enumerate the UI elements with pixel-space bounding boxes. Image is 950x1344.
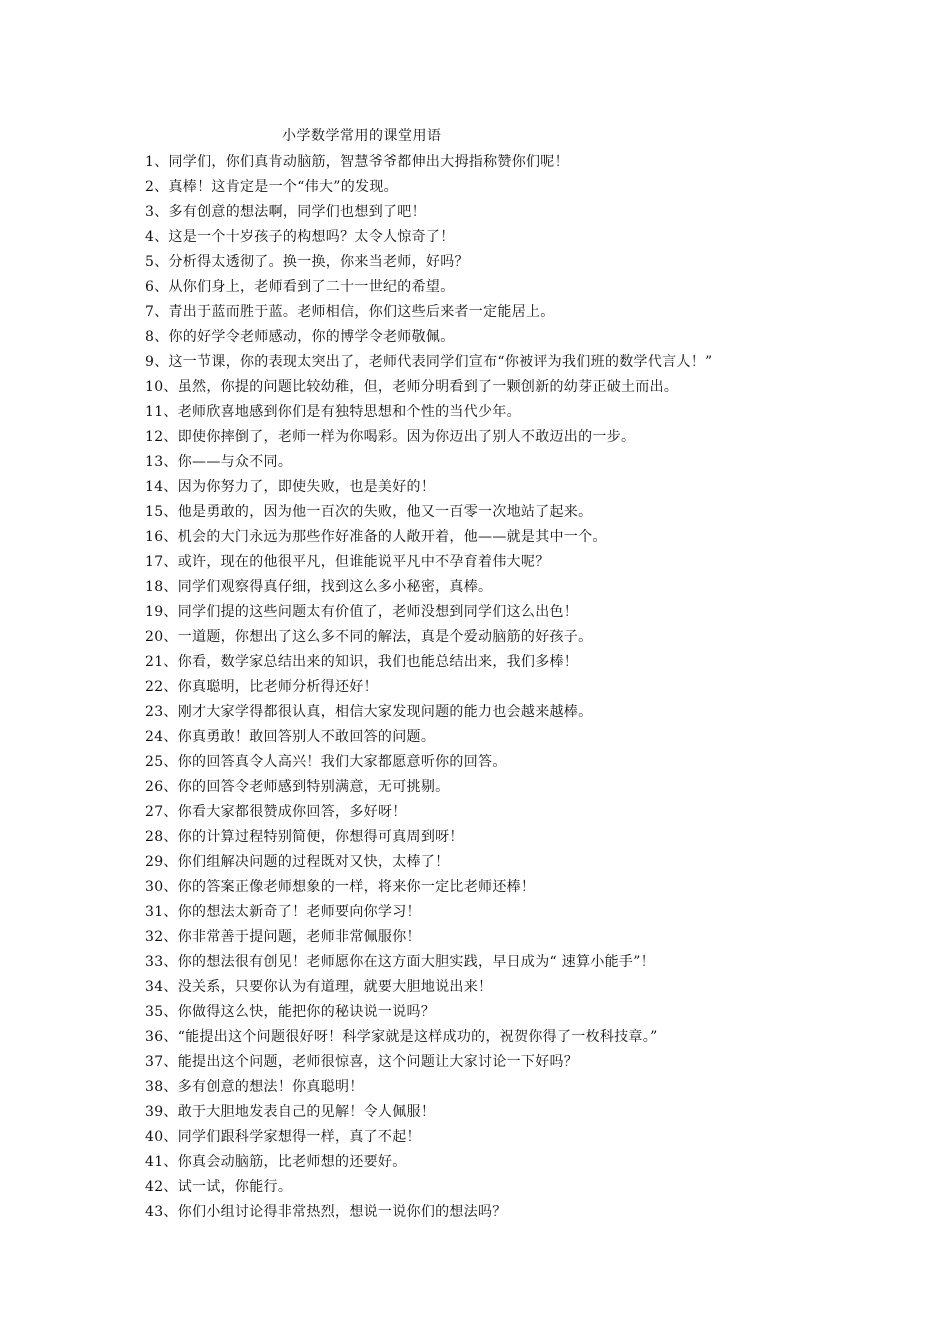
phrase-line: 20、一道题，你想出了这么多不同的解法，真是个爱动脑筋的好孩子。 (145, 629, 593, 645)
phrase-line: 9、这一节课，你的表现太突出了，老师代表同学们宣布“你被评为我们班的数学代言人！” (145, 354, 713, 370)
phrase-line: 30、你的答案正像老师想象的一样，将来你一定比老师还棒！ (145, 879, 536, 895)
phrase-line: 19、同学们提的这些问题太有价值了，老师没想到同学们这么出色！ (145, 604, 579, 620)
phrase-line: 24、你真勇敢！敢回答别人不敢回答的问题。 (145, 729, 436, 745)
phrase-line: 29、你们组解决问题的过程既对又快，太棒了！ (145, 854, 450, 870)
phrase-line: 6、从你们身上，老师看到了二十一世纪的希望。 (145, 279, 455, 295)
phrase-line: 26、你的回答令老师感到特别满意，无可挑剔。 (145, 779, 450, 795)
phrase-line: 14、因为你努力了，即使失败，也是美好的！ (145, 479, 436, 495)
phrase-line: 23、刚才大家学得都很认真，相信大家发现问题的能力也会越来越棒。 (145, 704, 593, 720)
phrase-line: 4、这是一个十岁孩子的构想吗？太令人惊奇了！ (145, 229, 455, 245)
phrase-line: 22、你真聪明，比老师分析得还好！ (145, 679, 378, 695)
phrase-line: 2、真棒！这肯定是一个“伟大”的发现。 (145, 179, 398, 195)
phrase-line: 1、同学们，你们真肯动脑筋，智慧爷爷都伸出大拇指称赞你们呢！ (145, 154, 569, 170)
phrase-line: 37、能提出这个问题，老师很惊喜，这个问题让大家讨论一下好吗？ (145, 1054, 579, 1070)
phrase-line: 34、没关系，只要你认为有道理，就要大胆地说出来！ (145, 979, 493, 995)
phrase-line: 43、你们小组讨论得非常热烈，想说一说你们的想法吗？ (145, 1204, 507, 1220)
phrase-line: 41、你真会动脑筋，比老师想的还要好。 (145, 1154, 407, 1170)
phrase-line: 27、你看大家都很赞成你回答，多好呀！ (145, 804, 407, 820)
phrase-line: 36、“能提出这个问题很好呀！科学家就是这样成功的，祝贺你得了一枚科技章。” (145, 1029, 658, 1045)
phrase-line: 7、青出于蓝而胜于蓝。老师相信，你们这些后来者一定能居上。 (145, 304, 555, 320)
phrase-line: 5、分析得太透彻了。换一换，你来当老师，好吗？ (145, 254, 469, 270)
phrase-line: 31、你的想法太新奇了！老师要向你学习！ (145, 904, 421, 920)
phrase-line: 11、老师欣喜地感到你们是有独特思想和个性的当代少年。 (145, 404, 521, 420)
phrase-line: 15、他是勇敢的，因为他一百次的失败，他又一百零一次地站了起来。 (145, 504, 593, 520)
phrase-line: 21、你看，数学家总结出来的知识，我们也能总结出来，我们多棒！ (145, 654, 579, 670)
phrase-line: 12、即使你摔倒了，老师一样为你喝彩。因为你迈出了别人不敢迈出的一步。 (145, 429, 636, 445)
phrase-line: 42、试一试，你能行。 (145, 1179, 293, 1195)
phrase-line: 28、你的计算过程特别简便，你想得可真周到呀！ (145, 829, 464, 845)
phrase-line: 40、同学们跟科学家想得一样，真了不起！ (145, 1129, 421, 1145)
phrase-line: 17、或许，现在的他很平凡，但谁能说平凡中不孕育着伟大呢？ (145, 554, 550, 570)
phrase-line: 8、你的好学令老师感动，你的博学令老师敬佩。 (145, 329, 455, 345)
phrase-line: 33、你的想法很有创见！老师愿你在这方面大胆实践，早日成为“ 速算小能手”！ (145, 954, 655, 970)
phrase-list (145, 150, 845, 1225)
phrase-line: 38、多有创意的想法！你真聪明！ (145, 1079, 364, 1095)
phrase-line: 16、机会的大门永远为那些作好准备的人敞开着，他——就是其中一个。 (145, 529, 607, 545)
phrase-line: 25、你的回答真令人高兴！我们大家都愿意听你的回答。 (145, 754, 507, 770)
document-title: 小学数学常用的课堂用语 (282, 128, 442, 144)
phrase-line: 3、多有创意的想法啊，同学们也想到了吧！ (145, 204, 426, 220)
phrase-line: 32、你非常善于提问题，老师非常佩服你！ (145, 929, 421, 945)
phrase-line: 10、虽然，你提的问题比较幼稚，但，老师分明看到了一颗创新的幼芽正破土而出。 (145, 379, 679, 395)
phrase-line: 35、你做得这么快，能把你的秘诀说一说吗？ (145, 1004, 436, 1020)
phrase-line: 39、敢于大胆地发表自己的见解！令人佩服！ (145, 1104, 436, 1120)
phrase-line: 13、你——与众不同。 (145, 454, 293, 470)
phrase-line: 18、同学们观察得真仔细，找到这么多小秘密，真棒。 (145, 579, 493, 595)
